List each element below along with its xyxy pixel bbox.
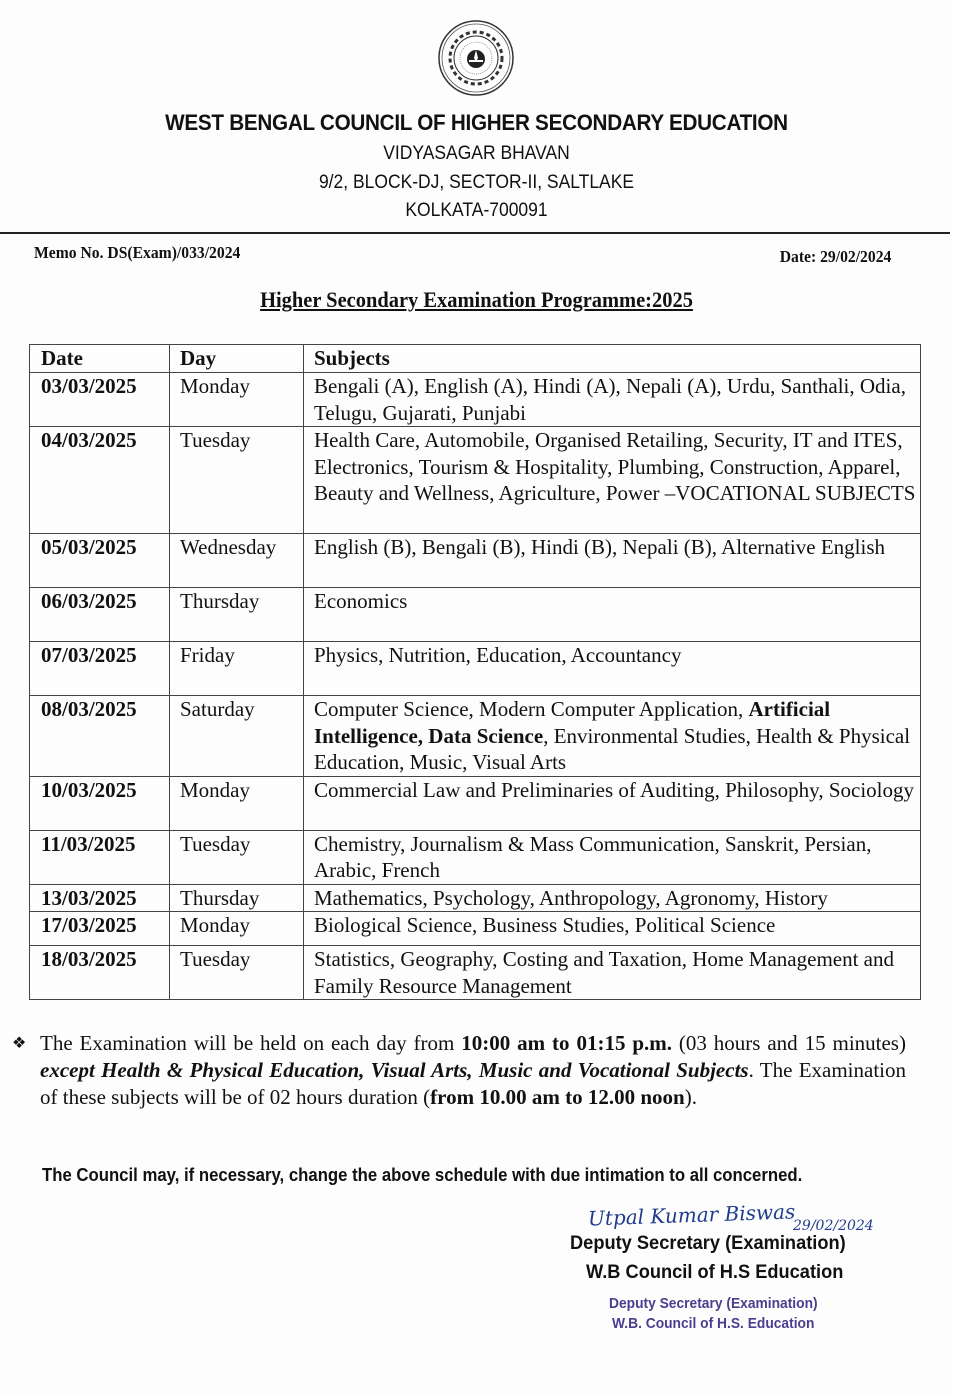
note-time-bold: 10:00 am to 01:15 p.m. [461, 1031, 673, 1055]
subjects-bold-text: Artificial Intelligence, Data Science [314, 697, 831, 748]
table-row [30, 373, 921, 427]
row-subjects: Statistics, Geography, Costing and Taxation, Home Management and Family Resource Management [304, 946, 921, 1000]
row-date: 18/03/2025 [30, 946, 170, 1000]
table-row [30, 427, 921, 534]
row-date: 05/03/2025 [30, 534, 170, 588]
diamond-bullet-icon: ❖ [12, 1035, 27, 1052]
wbchse-emblem-icon [436, 18, 516, 98]
memo-number: Memo No. DS(Exam)/033/2024 [34, 243, 241, 262]
organization-name: WEST BENGAL COUNCIL OF HIGHER SECONDARY EDUCATION [165, 110, 788, 135]
table-row [30, 696, 921, 777]
row-date: 11/03/2025 [30, 830, 170, 884]
row-date: 04/03/2025 [30, 427, 170, 534]
subjects-text: Computer Science, Modern Computer Application, [314, 697, 749, 721]
table-row [30, 912, 921, 946]
row-subjects: Health Care, Automobile, Organised Retailing, Security, IT and ITES, Electronics, Tourism & Hospitality, Plumbing, Construction, Apparel, Beauty and Wellness, Agriculture, Power –VOCATIONAL SUBJECTS [304, 427, 921, 534]
header-subjects: Subjects [304, 345, 921, 373]
address-line-3: KOLKATA-700091 [405, 200, 548, 221]
exam-timing-note [12, 1030, 907, 1111]
row-subjects: Bengali (A), English (A), Hindi (A), Nepali (A), Urdu, Santhali, Odia, Telugu, Gujarati, Punjabi [304, 373, 921, 427]
table-row [30, 884, 921, 912]
row-date: 13/03/2025 [30, 884, 170, 912]
row-subjects: Economics [304, 588, 921, 642]
subjects-text: , Environmental Studies, Health & Physical Education, Music, Visual Arts [314, 723, 911, 774]
table-row [30, 946, 921, 1000]
row-day: Tuesday [170, 427, 304, 534]
row-date: 17/03/2025 [30, 912, 170, 946]
note-text: ). [684, 1085, 697, 1109]
row-day: Monday [170, 776, 304, 830]
header-date: Date [30, 345, 170, 373]
row-subjects: Chemistry, Journalism & Mass Communication, Sanskrit, Persian, Arabic, French [304, 830, 921, 884]
table-row [30, 776, 921, 830]
note-text: . The Examination of these subjects will be of 02 hours duration ( [40, 1058, 907, 1109]
row-day: Thursday [170, 588, 304, 642]
council-notice: The Council may, if necessary, change the above schedule with due intimation to all concerned. [42, 1165, 803, 1185]
row-day: Friday [170, 642, 304, 696]
row-date: 03/03/2025 [30, 373, 170, 427]
handwritten-signature: Utpal Kumar Biswas [587, 1199, 796, 1231]
row-subjects: Physics, Nutrition, Education, Accountancy [304, 642, 921, 696]
note-text: (03 hours and 15 minutes) [672, 1031, 906, 1055]
row-date: 07/03/2025 [30, 642, 170, 696]
table-row [30, 588, 921, 642]
row-subjects: Commercial Law and Preliminaries of Auditing, Philosophy, Sociology [304, 776, 921, 830]
row-day: Monday [170, 912, 304, 946]
header-day: Day [170, 345, 304, 373]
row-day: Tuesday [170, 830, 304, 884]
row-day: Tuesday [170, 946, 304, 1000]
table-row [30, 642, 921, 696]
table-row [30, 534, 921, 588]
address-line-1: VIDYASAGAR BHAVAN [383, 143, 570, 164]
document-title: Higher Secondary Examination Programme:2025 [260, 287, 693, 312]
row-subjects: Mathematics, Psychology, Anthropology, Agronomy, History [304, 884, 921, 912]
row-date: 06/03/2025 [30, 588, 170, 642]
table-header-row [30, 345, 921, 373]
memo-date: Date: 29/02/2024 [779, 247, 891, 266]
row-subjects [304, 696, 921, 777]
handwritten-signature-date: 29/02/2024 [793, 1218, 874, 1234]
signatory-designation: Deputy Secretary (Examination) [570, 1233, 846, 1254]
note-exception-italic: except Health & Physical Education, Visual Arts, Music and Vocational Subjects [40, 1058, 749, 1082]
row-date: 10/03/2025 [30, 776, 170, 830]
official-stamp-line-1: Deputy Secretary (Examination) [609, 1295, 818, 1312]
row-date: 08/03/2025 [30, 696, 170, 777]
official-stamp-line-2: W.B. Council of H.S. Education [612, 1315, 815, 1332]
exam-schedule-table [29, 344, 921, 1000]
address-line-2: 9/2, BLOCK-DJ, SECTOR-II, SALTLAKE [318, 172, 635, 193]
note-duration-bold: from 10.00 am to 12.00 noon [430, 1085, 685, 1109]
table-row [30, 830, 921, 884]
row-day: Wednesday [170, 534, 304, 588]
row-day: Thursday [170, 884, 304, 912]
row-day: Monday [170, 373, 304, 427]
note-text: The Examination will be held on each day from [40, 1031, 462, 1055]
row-day: Saturday [170, 696, 304, 777]
row-subjects: English (B), Bengali (B), Hindi (B), Nepali (B), Alternative English [304, 534, 921, 588]
signatory-office: W.B Council of H.S Education [586, 1262, 844, 1283]
row-subjects: Biological Science, Business Studies, Political Science [304, 912, 921, 946]
header-divider [0, 232, 950, 234]
